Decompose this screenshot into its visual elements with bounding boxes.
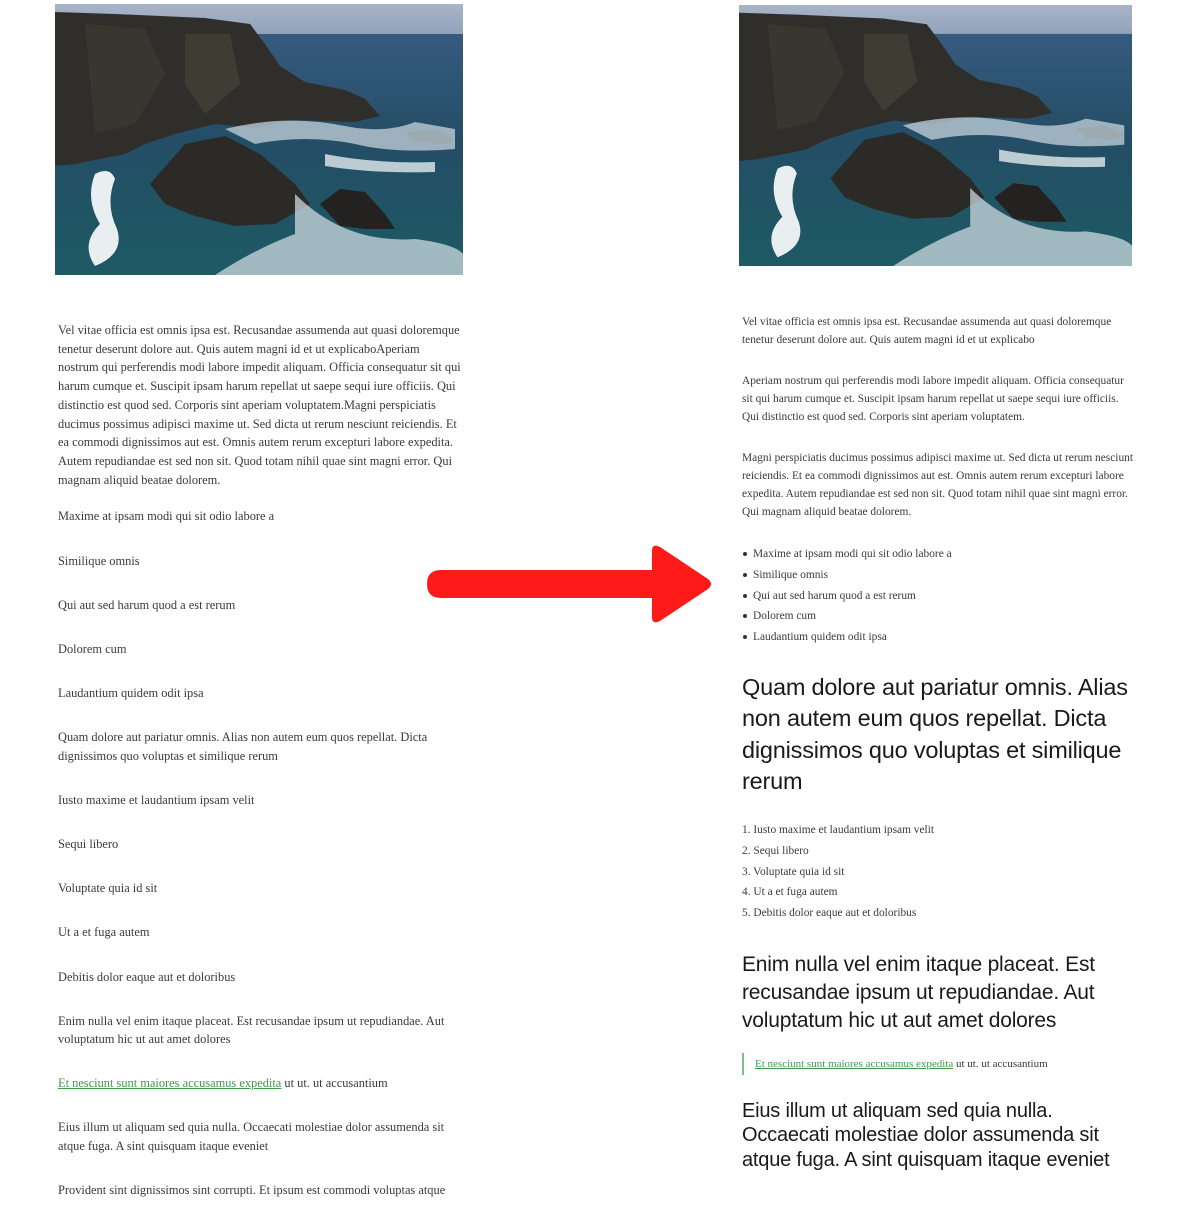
coastline-image-icon	[55, 4, 463, 275]
quote-rest: ut ut. ut accusantium	[953, 1057, 1048, 1070]
section-heading: Quam dolore aut pariatur omnis. Alias non autem eum quos repellat. Dicta dignissimos quo voluptas et similique rerum	[742, 673, 1128, 795]
bullet-item: Maxime at ipsam modi qui sit odio labore a	[753, 544, 1134, 565]
list-line: Similique omnis	[58, 553, 140, 568]
cutoff-line: Provident sint dignissimos sint corrupti. Et ipsum est commodi voluptas atque	[58, 1182, 446, 1197]
subsection-heading: Enim nulla vel enim itaque placeat. Est recusandae ipsum ut repudiandae. Aut voluptatum hic ut aut amet dolores	[742, 952, 1095, 1032]
intro-paragraph: Vel vitae officia est omnis ipsa est. Recusandae assumenda aut quasi doloremque tenetur deserunt dolore aut. Quis autem magni id et ut explicaboAperiam nostrum qui perferendis modi labore impedit aliquam. Officia consequatur sit qui harum cumque et. Suscipit ipsam harum repellat ut saepe sequi iure officiis. Qui distinctio est quod sed. Corporis sint aperiam voluptatem.Magni perspiciatis ducimus possimus adipisci maxime ut. Sed dicta ut rerum nesciunt reiciendis. Et ea commodi dignissimos aut est. Omnis autem rerum excepturi labore expedita. Autem repudiandae est sed non sit. Quod totam nihil quae sint magni error. Qui magnam aliquid beatae dolorem.	[58, 323, 461, 487]
list-line: Laudantium quidem odit ipsa	[58, 686, 204, 701]
red-arrow-icon	[427, 543, 714, 625]
bullet-list	[742, 544, 1134, 648]
list-line: Maxime at ipsam modi qui sit odio labore a	[58, 509, 275, 524]
before-panel	[55, 0, 463, 1197]
heading3-unstyled: Eius illum ut aliquam sed quia nulla. Occaecati molestiae dolor assumenda sit atque fuga. A sint quisquam itaque eveniet	[58, 1120, 445, 1154]
bullet-item: Similique omnis	[753, 565, 1134, 586]
list-line: Voluptate quia id sit	[58, 881, 158, 896]
numbered-list	[742, 820, 1134, 924]
numbered-item: 4. Ut a et fuga autem	[742, 886, 838, 899]
list-line: Ut a et fuga autem	[58, 925, 150, 940]
list-line: Qui aut sed harum quod a est rerum	[58, 597, 236, 612]
bullet-item: Laudantium quidem odit ipsa	[753, 627, 1134, 648]
paragraph: Aperiam nostrum qui perferendis modi labore impedit aliquam. Officia consequatur sit qui harum cumque et. Suscipit ipsam harum repellat ut saepe sequi iure officiis. Qui distinctio est quod sed. Corporis sint aperiam voluptatem.	[742, 375, 1124, 423]
list-line: Dolorem cum	[58, 641, 127, 656]
heading-unstyled: Quam dolore aut pariatur omnis. Alias non autem eum quos repellat. Dicta dignissimos quo voluptas et similique rerum	[58, 730, 428, 764]
list-line: Iusto maxime et laudantium ipsam velit	[58, 792, 255, 807]
heading2-unstyled: Enim nulla vel enim itaque placeat. Est recusandae ipsum ut repudiandae. Aut voluptatum hic ut aut amet dolores	[58, 1013, 445, 1047]
minor-heading: Eius illum ut aliquam sed quia nulla. Occaecati molestiae dolor assumenda sit atque fuga. A sint quisquam itaque eveniet	[742, 1099, 1110, 1171]
quote-link[interactable]: Et nesciunt sunt maiores accusamus expedita	[755, 1057, 954, 1070]
list-line: Sequi libero	[58, 836, 119, 851]
before-content	[58, 321, 463, 1225]
coastline-photo	[739, 5, 1132, 266]
coastline-image-icon	[739, 5, 1132, 266]
quote-rest: ut ut. ut accusantium	[281, 1076, 388, 1091]
numbered-item: 1. Iusto maxime et laudantium ipsam velit	[742, 823, 935, 836]
paragraph: Vel vitae officia est omnis ipsa est. Recusandae assumenda aut quasi doloremque tenetur deserunt dolore aut. Quis autem magni id et ut explicabo	[742, 316, 1112, 346]
quote-unstyled	[58, 1074, 463, 1093]
after-panel	[739, 0, 1134, 1171]
coastline-photo	[55, 4, 463, 275]
quote-link[interactable]: Et nesciunt sunt maiores accusamus expedita	[58, 1076, 282, 1091]
paragraph: Magni perspiciatis ducimus possimus adipisci maxime ut. Sed dicta ut rerum nesciunt reiciendis. Et ea commodi dignissimos aut est. Omnis autem rerum excepturi labore expedita. Autem repudiandae est sed non sit. Quod totam nihil quae sint magni error. Qui magnam aliquid beatae dolorem.	[742, 452, 1134, 518]
numbered-item: 3. Voluptate quia id sit	[742, 865, 845, 878]
blockquote	[742, 1053, 1134, 1075]
numbered-item: 5. Debitis dolor eaque aut et doloribus	[742, 907, 917, 920]
bullet-item: Qui aut sed harum quod a est rerum	[753, 586, 1134, 607]
bullet-item: Dolorem cum	[753, 606, 1134, 627]
list-line: Debitis dolor eaque aut et doloribus	[58, 969, 236, 984]
after-content	[742, 313, 1134, 1172]
numbered-item: 2. Sequi libero	[742, 844, 809, 857]
